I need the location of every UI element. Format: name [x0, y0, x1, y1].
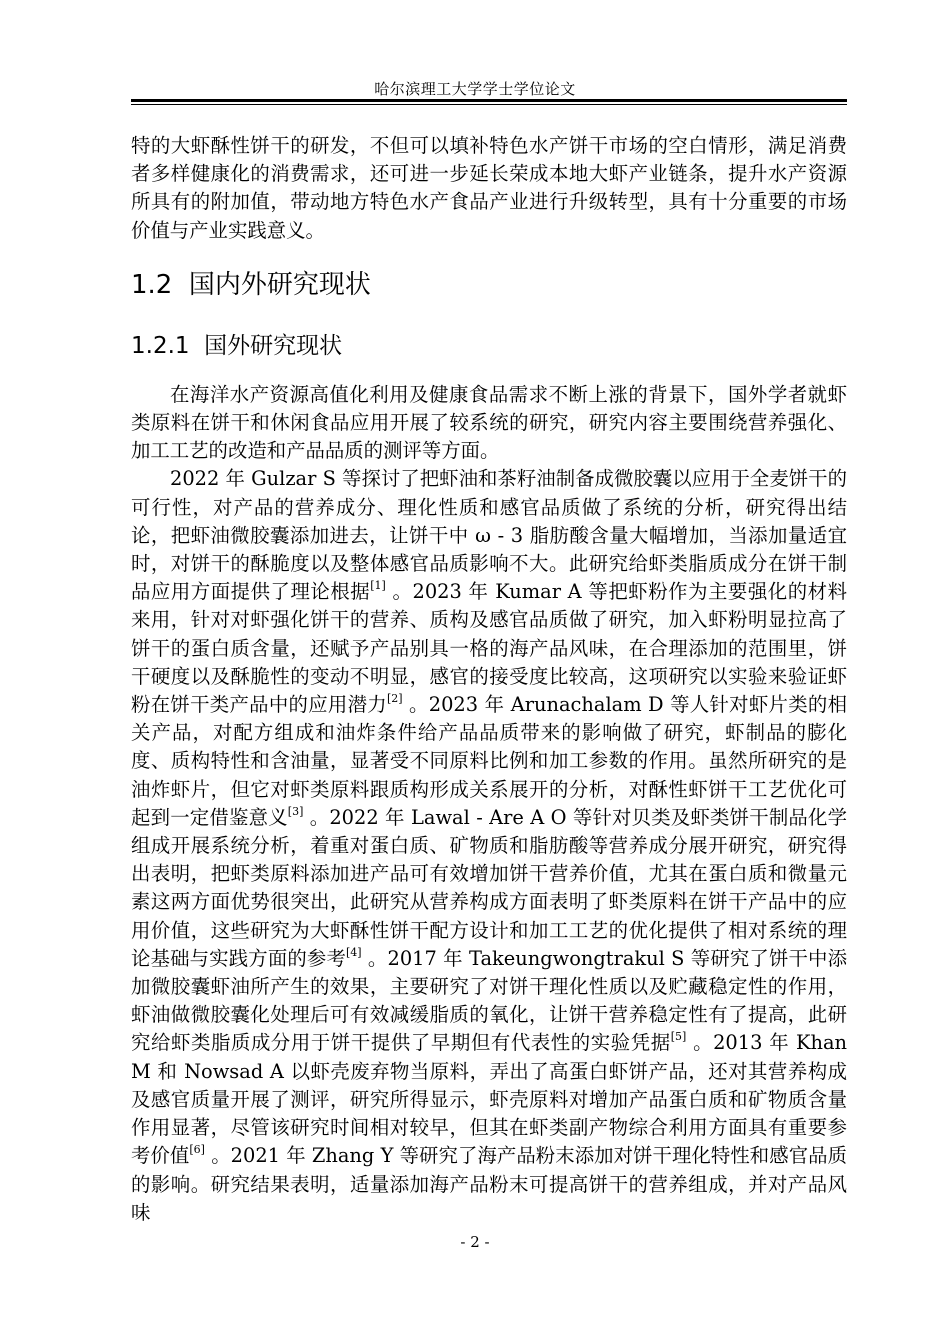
header-rule-thick: [131, 99, 847, 102]
section-title: 国内外研究现状: [188, 269, 371, 300]
paragraph-segment: 。2023 年 Kumar A 等把虾粉作为主要强化的材料来用，针对对虾强化饼干的营养、质构及感官品质做了研究，加入虾粉明显拉高了饼干的蛋白质含量，还赋予产品别具一格的海产品风味，在合理添加的范围里，饼干硬度以及酥脆性的变动不明显，感官的接受度比较高，这项研究以实验来验证虾粉在饼干类产品中的应用潜力: [131, 580, 848, 717]
citation-ref-1: [1]: [370, 579, 386, 593]
paragraph-segment: 。2021 年 Zhang Y 等研究了海产品粉末添加对饼干理化特性和感官品质的影响。研究结果表明，适量添加海产品粉末可提高饼干的营养组成，并对产品风味: [131, 1144, 848, 1224]
subsection-number: 1.2.1: [131, 332, 190, 359]
section-heading: [131, 265, 847, 305]
citation-ref-6: [6]: [189, 1143, 205, 1157]
paragraph-segment: 。2013 年 Khan M 和 Nowsad A 以虾壳废弃物当原料，弄出了高蛋白虾饼产品，还对其营养构成及感官质量开展了测评，研究所得显示，虾壳原料对增加产品蛋白质和矿物质含量作用显著，尽管该研究时间相对较早，但其在虾类副产物综合利用方面具有重要参考价值: [131, 1031, 847, 1168]
paragraph-segment: 。2017 年 Takeungwongtrakul S 等研究了饼干中添加微胶囊虾油所产生的效果，主要研究了对饼干理化性质以及贮藏稳定性的作用，虾油做微胶囊化处理后可有效减缓脂质的氧化，让饼干营养稳定性有了提高，此研究给虾类脂质成分用于饼干提供了早期但有代表性的实验凭据: [131, 946, 847, 1055]
body-paragraph-1: 在海洋水产资源高值化利用及健康食品需求不断上涨的背景下，国外学者就虾类原料在饼干和休闲食品应用开展了较系统的研究，研究内容主要围绕营养强化、加工工艺的改造和产品品质的测评等方面。: [131, 382, 847, 463]
body-paragraph-2: [131, 465, 847, 1226]
section-number: 1.2: [131, 269, 173, 300]
citation-ref-2: [2]: [387, 692, 403, 706]
page-number: - 2 -: [460, 1233, 490, 1251]
subsection-title: 国外研究现状: [204, 332, 343, 359]
paragraph-segment: 。2023 年 Arunachalam D 等人针对虾片类的相关产品，对配方组成和油炸条件给产品品质带来的影响做了研究，虾制品的膨化度、质构特性和含油量，显著受不同原料比例和加工参数的作用。虽然所研究的是油炸虾片，但它对虾类原料跟质构形成关系展开的分析，对酥性虾饼干工艺优化可起到一定借鉴意义: [131, 693, 847, 829]
paragraph-segment: 2022 年 Gulzar S 等探讨了把虾油和茶籽油制备成微胶囊以应用于全麦饼干的可行性，对产品的营养成分、理化性质和感官品质做了系统的分析，研究得出结论，把虾油微胶囊添加进去，让饼干中 ω - 3 脂肪酸含量大幅增加，当添加量适宜时，对饼干的酥脆度以及整体感官品质影响不大。此研究给虾类脂质成分在饼干制品应用方面提供了理论根据: [131, 467, 847, 604]
page-body: [131, 132, 847, 1227]
running-header: 哈尔滨理工大学学士学位论文: [374, 80, 576, 98]
header-rule-thin: [131, 104, 847, 105]
citation-ref-3: [3]: [287, 804, 304, 818]
subsection-heading: [131, 329, 847, 363]
intro-paragraph: 特的大虾酥性饼干的研发，不但可以填补特色水产饼干市场的空白情形，满足消费者多样健康化的消费需求，还可进一步延长荣成本地大虾产业链条，提升水产资源所具有的附加值，带动地方特色水产食品产业进行升级转型，具有十分重要的市场价值与产业实践意义。: [131, 134, 847, 242]
paragraph-segment: 。2022 年 Lawal - Are A O 等针对贝类及虾类饼干制品化学组成开展系统分析，着重对蛋白质、矿物质和脂肪酸等营养成分展开研究，研究得出表明，把虾类原料添加进产品可有效增加饼干营养价值，尤其在蛋白质和微量元素这两方面优势很突出，此研究从营养构成方面表明了虾类原料在饼干产品中的应用价值，这些研究为大虾酥性饼干配方设计和加工工艺的优化提供了相对系统的理论基础与实践方面的参考: [131, 805, 848, 970]
citation-ref-4: [4]: [346, 945, 362, 959]
citation-ref-5: [5]: [670, 1030, 687, 1044]
